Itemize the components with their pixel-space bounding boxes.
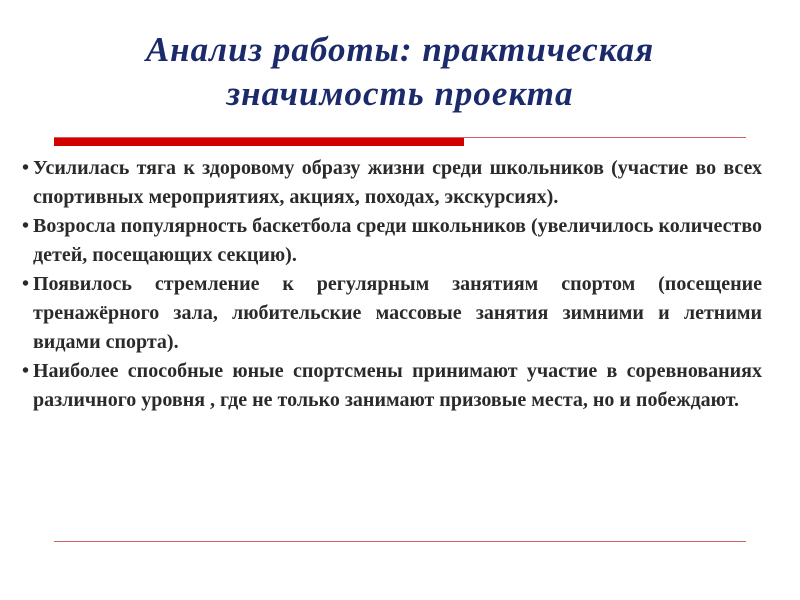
bullet-marker: •: [22, 273, 30, 295]
bullet-text: Усилилась тяга к здоровому образу жизни среди школьников (участие во всех спортивных мероприятиях, акциях, походах, экскурсиях).: [33, 157, 762, 208]
bullet-item: [22, 212, 762, 270]
bullet-item: [22, 357, 762, 415]
bullet-text: Возросла популярность баскетбола среди школьников (увеличилось количество детей, посещающих секцию).: [33, 215, 763, 266]
bullet-item: [22, 154, 762, 212]
slide-title: [40, 28, 760, 116]
title-line-2: значимость проекта: [226, 74, 574, 113]
bullet-text: Появилось стремление к регулярным занятиям спортом (посещение тренажёрного зала, любительские массовые занятия зимними и летними видами спорта).: [33, 273, 762, 353]
title-line-1: Анализ работы: практическая: [145, 30, 655, 69]
bullet-marker: •: [22, 215, 30, 237]
bullet-list: [22, 154, 762, 415]
bullet-marker: •: [22, 360, 30, 382]
bullet-item: [22, 270, 762, 357]
title-underline-accent: [54, 138, 464, 146]
bullet-text: Наиболее способные юные спортсмены принимают участие в соревнованиях различного уровня , где не только занимают призовые места, но и побеждают.: [33, 360, 762, 411]
footer-rule: [54, 541, 746, 542]
bullet-marker: •: [22, 157, 30, 179]
